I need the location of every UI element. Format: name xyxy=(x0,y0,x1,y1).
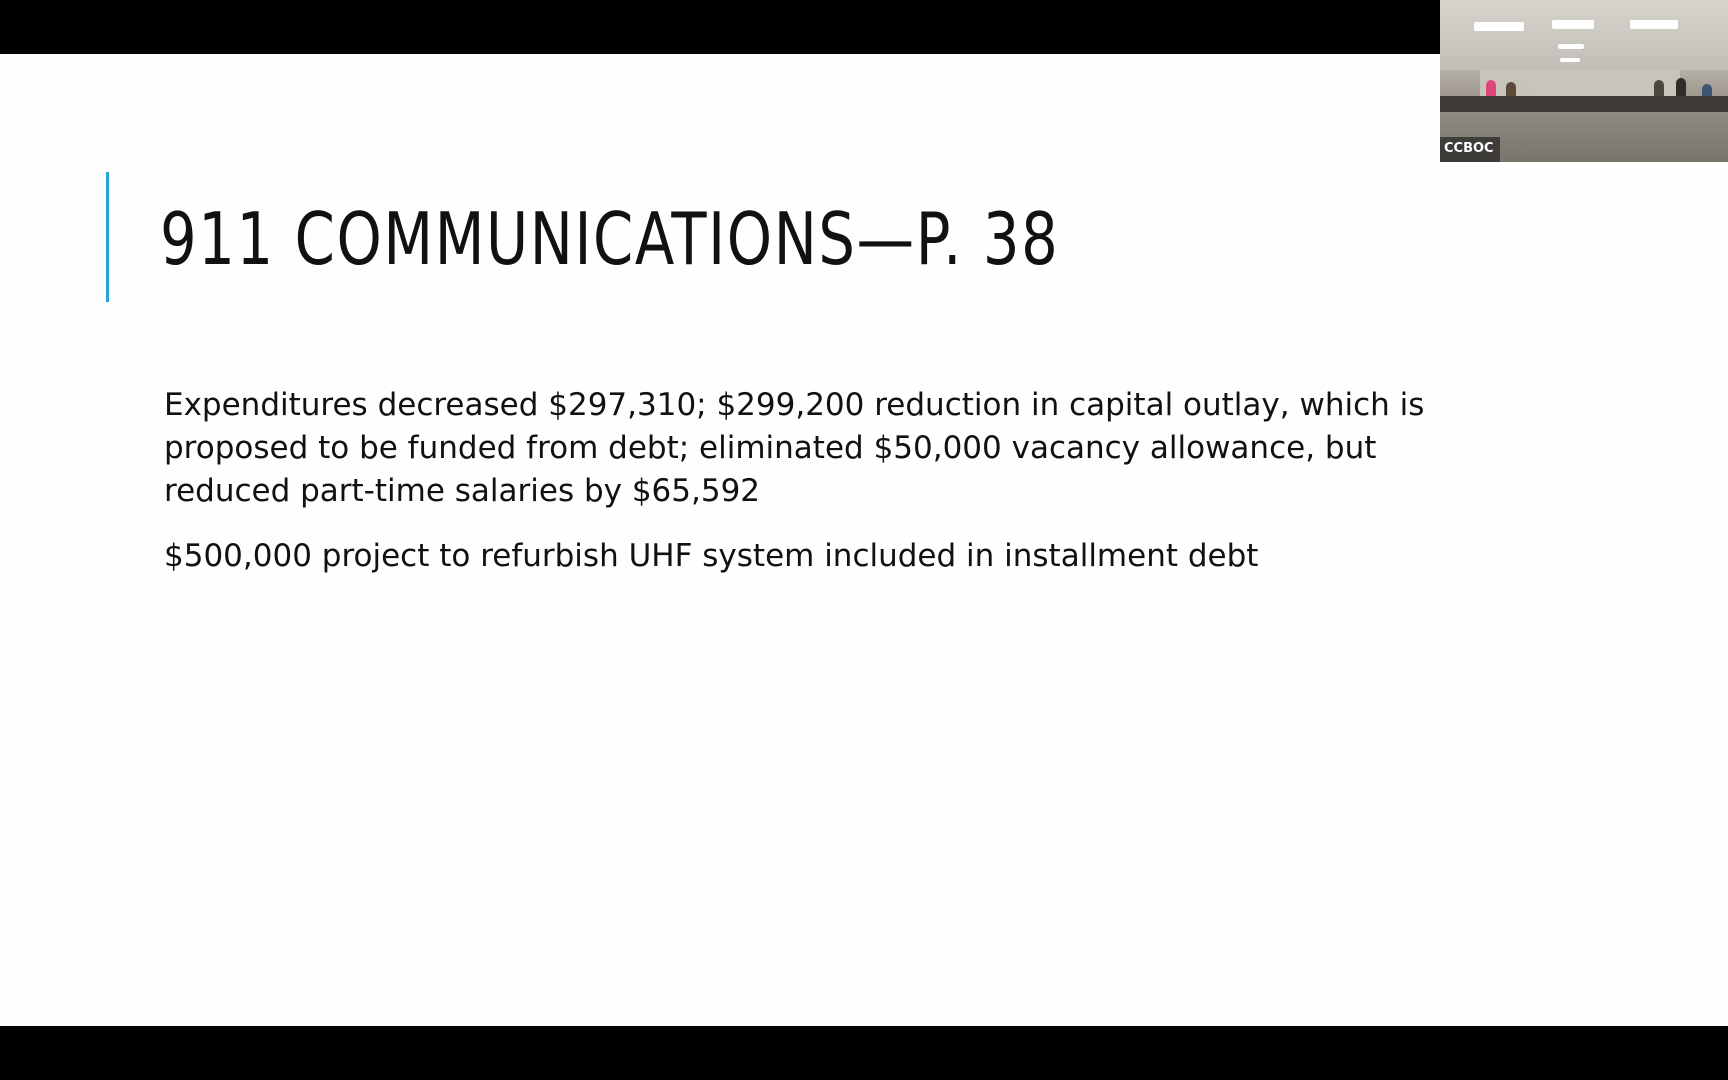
slide-paragraph: $500,000 project to refurbish UHF system included in installment debt xyxy=(164,538,1259,574)
video-ceiling-light xyxy=(1474,22,1524,31)
video-ceiling-light xyxy=(1558,44,1584,49)
presentation-slide xyxy=(0,54,1728,1026)
video-ceiling-light xyxy=(1560,58,1580,62)
slide-body xyxy=(164,384,1504,600)
video-ceiling xyxy=(1440,0,1728,70)
video-conference-table xyxy=(1440,96,1728,112)
participant-name-label: CCBOC xyxy=(1440,137,1500,162)
video-ceiling-light xyxy=(1630,20,1678,29)
slide-paragraph: Expenditures decreased $297,310; $299,200 reduction in capital outlay, which is proposed to be funded from debt; eliminated $50,000 vacancy allowance, but reduced part-time salaries by $65,592 xyxy=(164,387,1425,509)
participant-video-tile[interactable] xyxy=(1440,0,1728,162)
video-ceiling-light xyxy=(1552,20,1594,29)
slide-title: 911 COMMUNICATIONS—P. 38 xyxy=(160,197,1060,281)
title-accent-bar xyxy=(106,172,109,302)
